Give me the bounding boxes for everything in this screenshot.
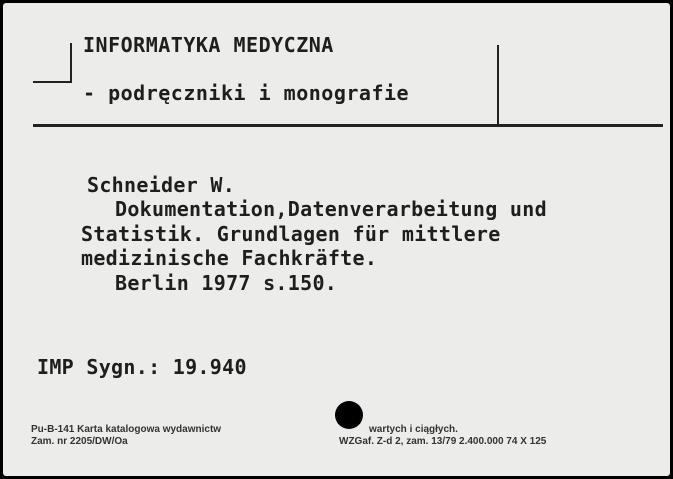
- entry-line-4: Berlin 1977 s.150.: [115, 271, 338, 295]
- footer-right-line-2: WZGaf. Z-d 2, zam. 13/79 2.400.000 74 X 125: [339, 436, 547, 447]
- call-number: IMP Sygn.: 19.940: [37, 355, 247, 379]
- entry-line-3: medizinische Fachkräfte.: [81, 246, 378, 270]
- header-subtitle: - podręczniki i monografie: [83, 81, 410, 105]
- footer-left-line-2: Zam. nr 2205/DW/Oa: [31, 436, 128, 447]
- entry-line-2: Statistik. Grundlagen für mittlere: [81, 222, 501, 246]
- corner-mark-vertical: [70, 43, 72, 83]
- entry-line-1: Dokumentation,Datenverarbeitung und: [115, 197, 547, 221]
- footer-left-line-1: Pu-B-141 Karta katalogowa wydawnictw: [31, 424, 222, 435]
- catalog-card: [3, 3, 670, 476]
- header-right-rule: [497, 45, 499, 125]
- footer-right-line-1: wartych i ciągłych.: [369, 424, 458, 435]
- header-title: INFORMATYKA MEDYCZNA: [83, 33, 334, 57]
- corner-mark-horizontal: [33, 81, 72, 83]
- author: Schneider W.: [87, 173, 236, 197]
- punch-hole: [335, 401, 363, 429]
- header-bottom-rule: [33, 124, 663, 127]
